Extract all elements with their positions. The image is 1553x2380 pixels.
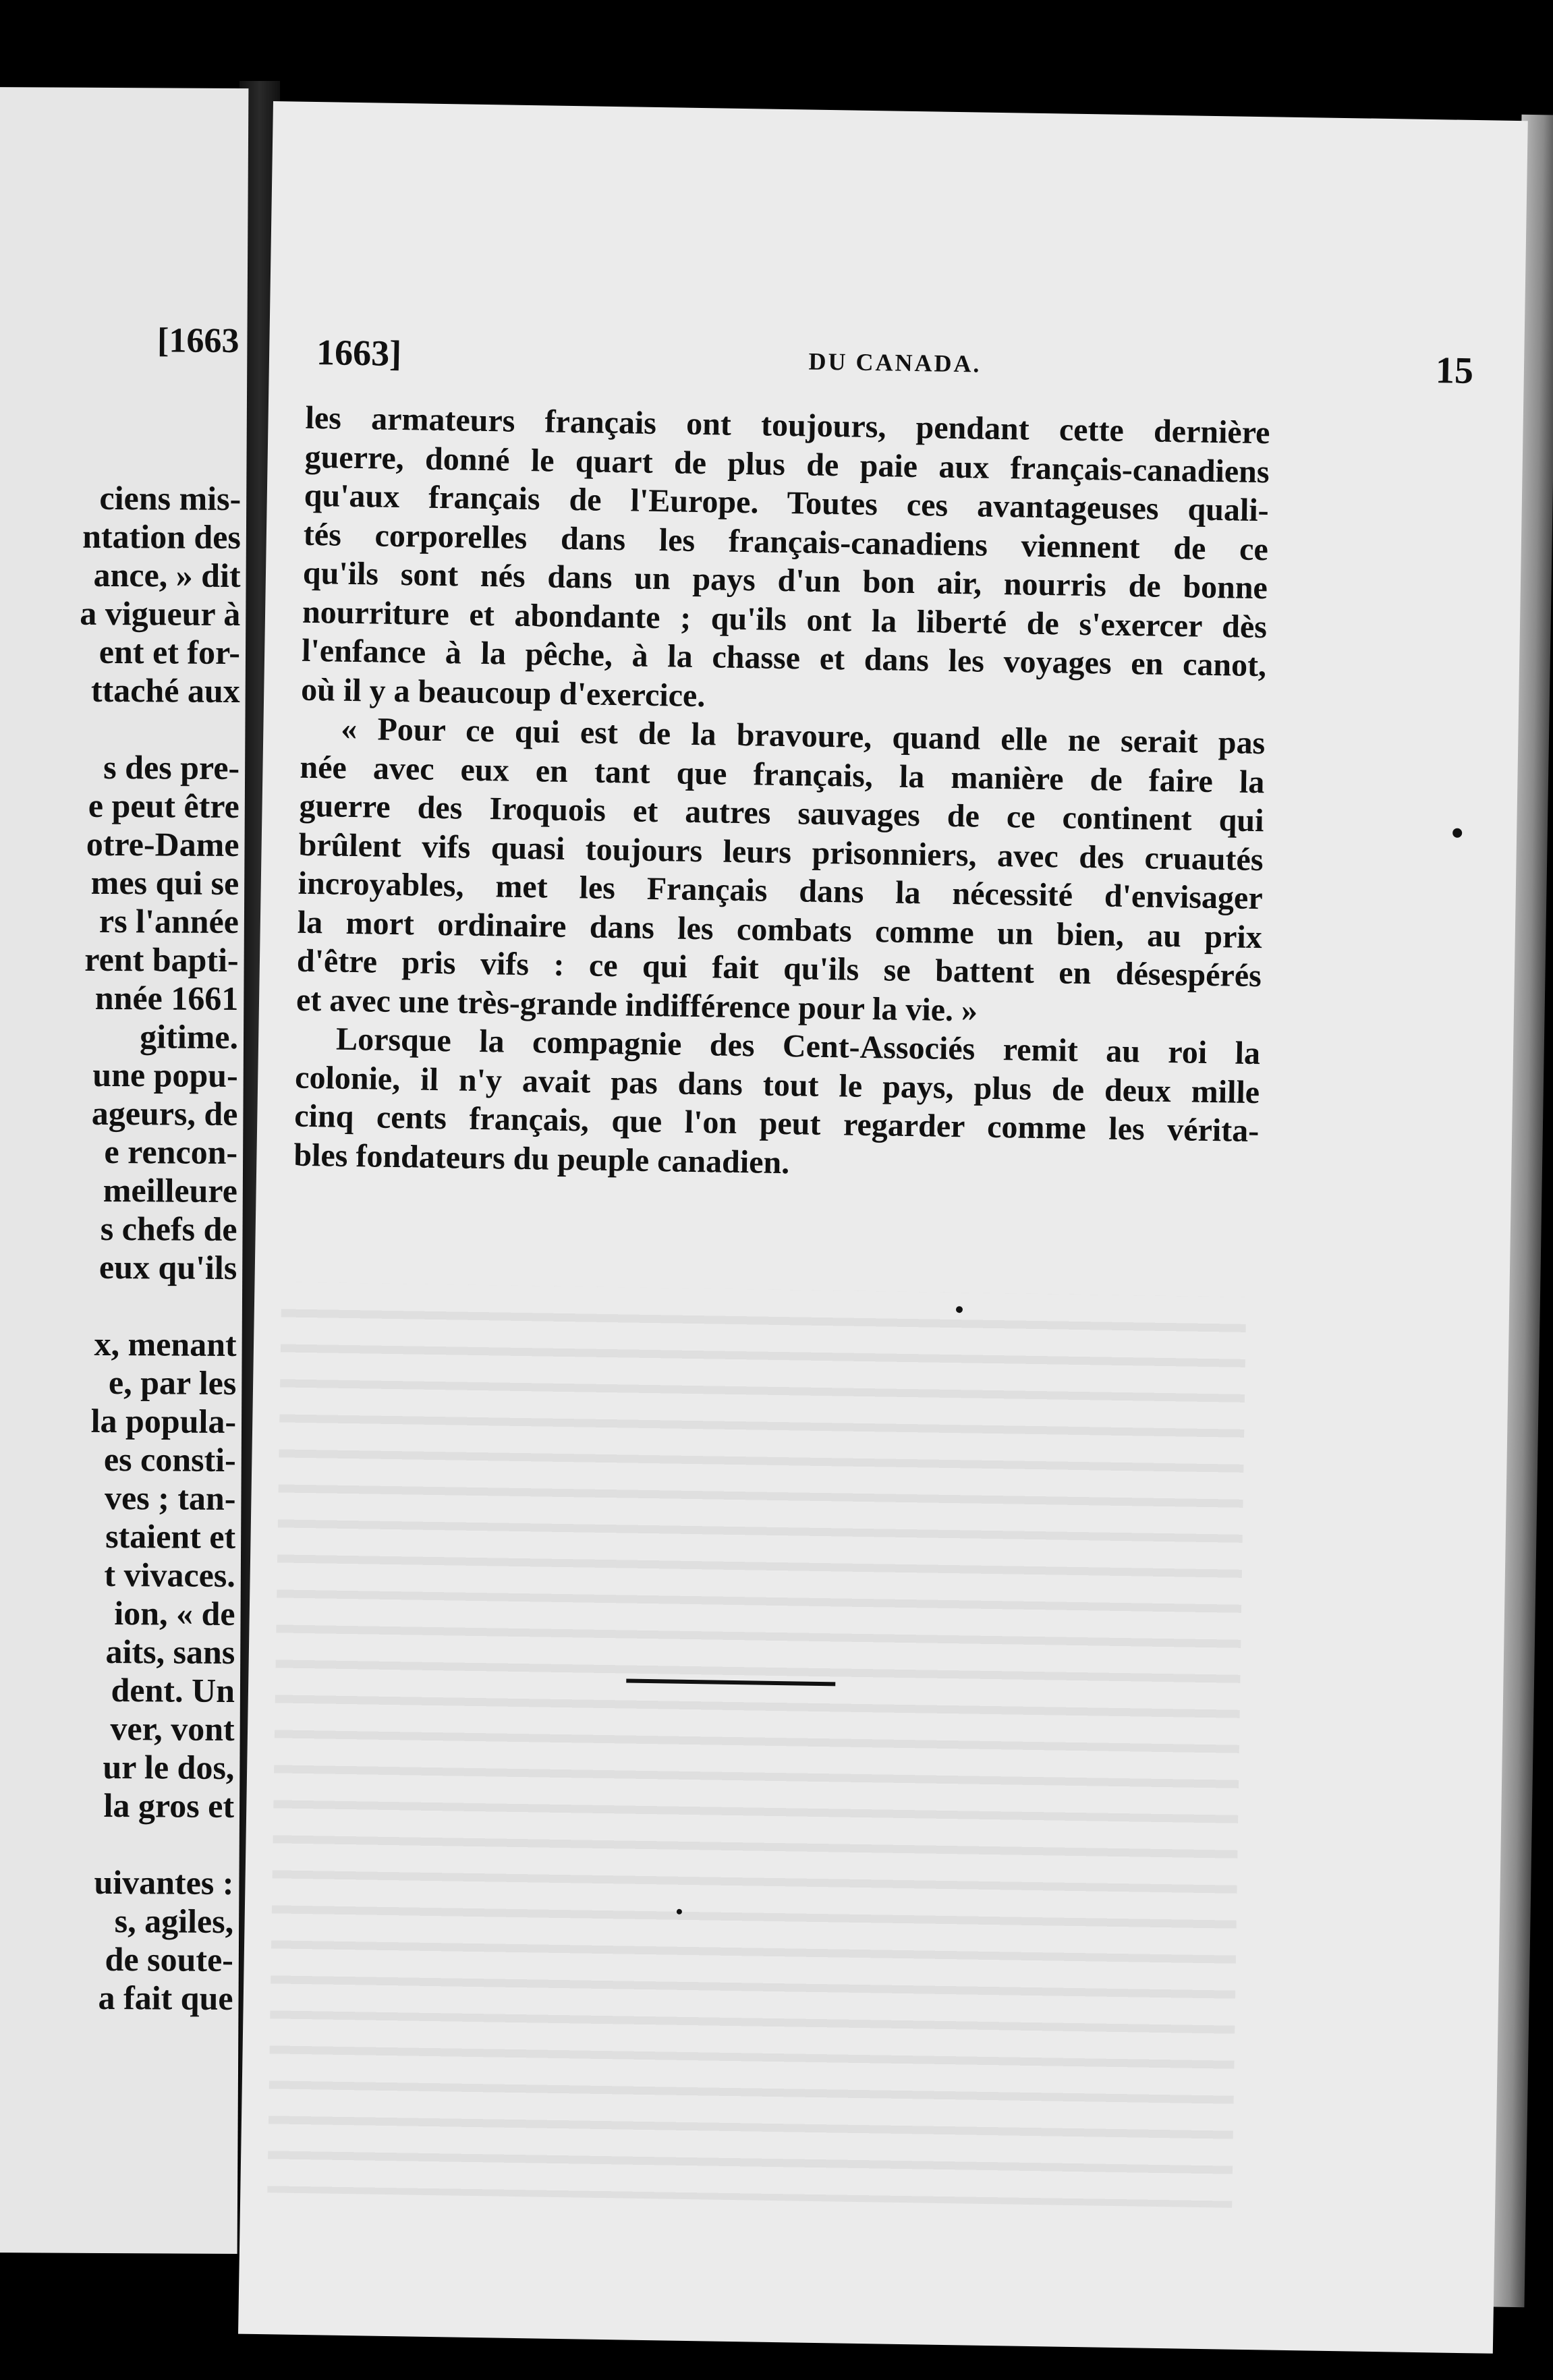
left-page-line: ver, vont xyxy=(110,1709,235,1748)
left-page-line: e peut être xyxy=(88,786,239,826)
left-page-line: meilleure xyxy=(103,1170,237,1210)
left-page-line: ntation des xyxy=(82,517,242,557)
body-line: qu'aux français de l'Europe. Toutes ces avantageuses quali- xyxy=(304,477,1270,529)
left-page-line: la gros et xyxy=(103,1786,235,1825)
left-page-line: ion, « de xyxy=(114,1594,235,1633)
left-page-line: a fait que xyxy=(98,1978,233,2017)
header-year: 1663] xyxy=(316,332,402,374)
body-line: cinq cents français, que l'on peut regarder comme les vérita- xyxy=(293,1098,1260,1150)
left-page-line: de soute- xyxy=(105,1939,234,1979)
left-page-line: e rencon- xyxy=(104,1132,238,1172)
left-page-text xyxy=(72,479,241,2018)
body-line: les armateurs français ont toujours, pendant cette dernière xyxy=(305,399,1270,451)
left-page-line: dent. Un xyxy=(111,1671,235,1709)
body-line: qu'ils sont nés dans un pays d'un bon air, nourris de bonne xyxy=(302,555,1268,606)
body-line: où il y a beaucoup d'exercice. xyxy=(300,671,706,714)
header-title: DU CANADA. xyxy=(808,347,982,378)
left-page-line: ciens mis- xyxy=(99,478,242,518)
body-line: incroyables, met les Français dans la nécessité d'envisager xyxy=(298,865,1264,917)
left-page-line: s des pre- xyxy=(103,747,240,787)
left-page-line: nnée 1661 xyxy=(94,978,239,1018)
left-page-line: ttaché aux xyxy=(90,671,240,710)
left-page-line: s chefs de xyxy=(100,1209,237,1249)
left-page-line xyxy=(74,1825,234,1864)
page-number: 15 xyxy=(1435,349,1474,392)
show-through-text xyxy=(267,1282,1246,2207)
running-header xyxy=(316,331,1474,397)
body-line: d'être pris vifs : ce qui fait qu'ils se battent en désespérés xyxy=(296,942,1262,994)
body-line: « Pour ce qui est de la bravoure, quand elle ne serait pas xyxy=(340,710,1266,762)
body-line: nourriture et abondante ; qu'ils ont la liberté de s'exercer dès xyxy=(302,594,1268,645)
speck xyxy=(677,1909,682,1915)
left-page-line: aits, sans xyxy=(105,1632,235,1671)
body-text xyxy=(293,399,1270,1189)
left-page-line: ves ; tan- xyxy=(104,1478,236,1517)
left-page-line: staient et xyxy=(105,1517,236,1556)
left-page-line: mes qui se xyxy=(90,863,239,903)
body-line: brûlent vifs quasi toujours leurs prisonniers, avec des cruautés xyxy=(298,826,1264,878)
body-line: tés corporelles dans les français-canadiens viennent de ce xyxy=(303,516,1269,567)
left-page-line: t vivaces. xyxy=(104,1555,236,1594)
left-page-line: une popu- xyxy=(92,1055,238,1095)
right-page xyxy=(238,101,1528,2354)
body-line: colonie, il n'y avait pas dans tout le pays, plus de deux mille xyxy=(294,1059,1260,1110)
left-page-line: la popula- xyxy=(90,1401,237,1440)
left-page-line: uivantes : xyxy=(94,1863,234,1902)
left-page-line: rent bapti- xyxy=(84,940,239,980)
left-page-line: rs l'année xyxy=(98,901,239,941)
body-line: guerre des Iroquois et autres sauvages de ce continent qui xyxy=(299,787,1264,839)
body-line: et avec une très-grande indifférence pour la vie. » xyxy=(295,982,978,1029)
body-line: l'enfance à la pêche, à la chasse et dans les voyages en canot, xyxy=(301,632,1267,684)
left-page-line: ageurs, de xyxy=(91,1094,238,1133)
left-page-line: x, menant xyxy=(94,1324,237,1364)
left-page-line: ent et for- xyxy=(98,632,241,672)
body-line: née avec eux en tant que français, la manière de faire la xyxy=(300,749,1265,800)
left-page-line: es consti- xyxy=(103,1440,236,1479)
body-line: la mort ordinaire dans les combats comme un bien, au prix xyxy=(297,904,1263,955)
left-page-line: e, par les xyxy=(108,1363,237,1402)
body-line: guerre, donné le quart de plus de paie aux français-canadiens xyxy=(304,438,1270,490)
left-page-line: otre-Dame xyxy=(86,824,239,864)
left-page-line: eux qu'ils xyxy=(98,1247,237,1287)
left-page-line: s, agiles, xyxy=(114,1902,234,1940)
speck xyxy=(1452,828,1462,838)
left-page-line: a vigueur à xyxy=(80,594,241,633)
body-line: bles fondateurs du peuple canadien. xyxy=(293,1137,790,1181)
left-running-head: [1663 xyxy=(157,321,239,361)
left-page xyxy=(0,87,248,2254)
left-page-line xyxy=(76,1286,237,1326)
left-page-line: gitime. xyxy=(140,1017,239,1056)
body-line: Lorsque la compagnie des Cent-Associés remit au roi la xyxy=(335,1021,1261,1072)
left-page-line xyxy=(79,710,239,749)
left-page-line: ance, » dit xyxy=(93,555,241,595)
left-page-line: ur le dos, xyxy=(103,1747,235,1786)
speck xyxy=(956,1306,963,1313)
